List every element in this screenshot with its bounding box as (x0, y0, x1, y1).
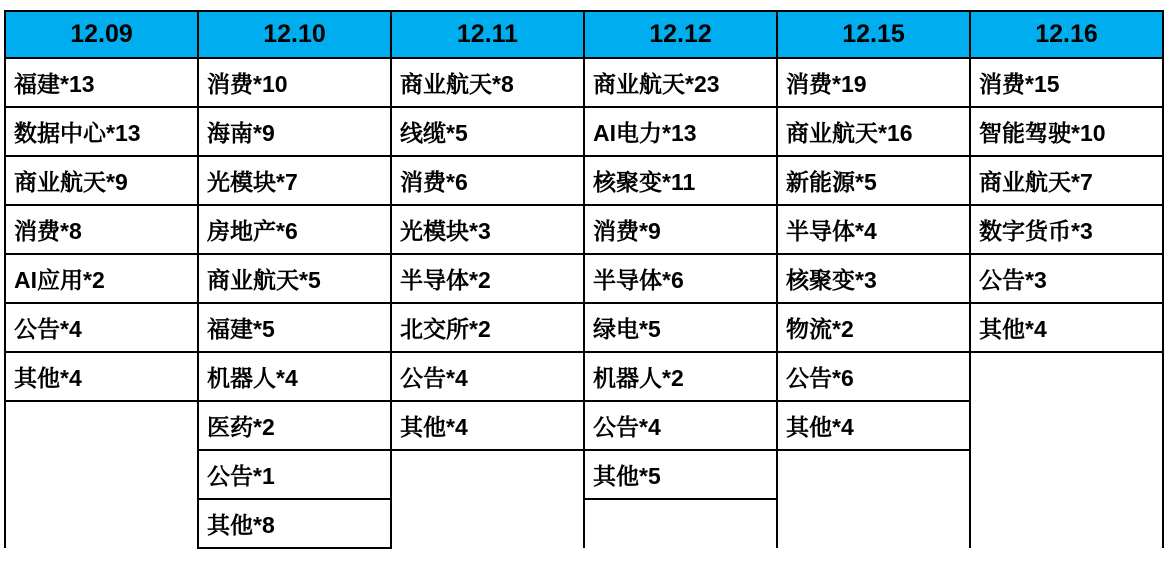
table-row (5, 450, 1163, 499)
column-header-5: 12.16 (970, 11, 1163, 58)
table-cell: 海南*9 (198, 107, 391, 156)
table-cell: 其他*4 (5, 352, 198, 401)
table-row (5, 352, 1163, 401)
table-cell-empty (5, 401, 198, 450)
table-cell: AI电力*13 (584, 107, 777, 156)
table-cell: 商业航天*23 (584, 58, 777, 107)
table-cell: 其他*5 (584, 450, 777, 499)
table-cell: 消费*8 (5, 205, 198, 254)
table-row (5, 499, 1163, 548)
table-cell: 消费*19 (777, 58, 970, 107)
table-cell: 其他*4 (777, 401, 970, 450)
table-cell: 房地产*6 (198, 205, 391, 254)
table-row (5, 401, 1163, 450)
table-cell-empty (777, 499, 970, 548)
table-row (5, 58, 1163, 107)
table-cell: 半导体*2 (391, 254, 584, 303)
table-cell: 智能驾驶*10 (970, 107, 1163, 156)
table-cell: 半导体*6 (584, 254, 777, 303)
table-cell: 公告*1 (198, 450, 391, 499)
column-header-1: 12.10 (198, 11, 391, 58)
table-cell: 消费*6 (391, 156, 584, 205)
table-body (5, 58, 1163, 548)
table-cell: 商业航天*5 (198, 254, 391, 303)
table-cell: 半导体*4 (777, 205, 970, 254)
table-cell: 新能源*5 (777, 156, 970, 205)
table-cell-empty (970, 450, 1163, 499)
table-cell: 公告*4 (5, 303, 198, 352)
table-cell: 消费*15 (970, 58, 1163, 107)
table-cell: 光模块*3 (391, 205, 584, 254)
daily-theme-table (4, 10, 1164, 549)
table-cell: 物流*2 (777, 303, 970, 352)
table-cell: 公告*4 (391, 352, 584, 401)
table-cell: 商业航天*8 (391, 58, 584, 107)
table-cell-empty (391, 499, 584, 548)
table-cell: 绿电*5 (584, 303, 777, 352)
table-cell: 商业航天*16 (777, 107, 970, 156)
table-row (5, 303, 1163, 352)
table-cell-empty (970, 352, 1163, 401)
table-cell: 核聚变*11 (584, 156, 777, 205)
table-cell: AI应用*2 (5, 254, 198, 303)
table-cell: 医药*2 (198, 401, 391, 450)
table-cell-empty (5, 499, 198, 548)
table-cell: 光模块*7 (198, 156, 391, 205)
table-cell: 数字货币*3 (970, 205, 1163, 254)
table-cell: 消费*10 (198, 58, 391, 107)
column-header-4: 12.15 (777, 11, 970, 58)
table-cell-empty (970, 401, 1163, 450)
table-cell: 商业航天*7 (970, 156, 1163, 205)
table-cell: 福建*5 (198, 303, 391, 352)
table-row (5, 205, 1163, 254)
table-cell: 核聚变*3 (777, 254, 970, 303)
table-cell: 线缆*5 (391, 107, 584, 156)
column-header-3: 12.12 (584, 11, 777, 58)
column-header-0: 12.09 (5, 11, 198, 58)
table-cell-empty (391, 450, 584, 499)
table-cell: 机器人*4 (198, 352, 391, 401)
table-cell-empty (970, 499, 1163, 548)
table-cell-empty (5, 450, 198, 499)
table-cell-empty (584, 499, 777, 548)
table-container (0, 10, 1166, 570)
table-cell: 北交所*2 (391, 303, 584, 352)
table-row (5, 156, 1163, 205)
column-header-2: 12.11 (391, 11, 584, 58)
table-row (5, 107, 1163, 156)
table-cell: 机器人*2 (584, 352, 777, 401)
table-cell: 数据中心*13 (5, 107, 198, 156)
table-row (5, 254, 1163, 303)
table-cell: 福建*13 (5, 58, 198, 107)
table-header-row (5, 11, 1163, 58)
table-cell-empty (777, 450, 970, 499)
table-cell: 消费*9 (584, 205, 777, 254)
table-cell: 其他*4 (391, 401, 584, 450)
table-cell: 公告*3 (970, 254, 1163, 303)
table-cell: 其他*8 (198, 499, 391, 548)
table-cell: 公告*6 (777, 352, 970, 401)
table-cell: 其他*4 (970, 303, 1163, 352)
table-cell: 公告*4 (584, 401, 777, 450)
table-cell: 商业航天*9 (5, 156, 198, 205)
